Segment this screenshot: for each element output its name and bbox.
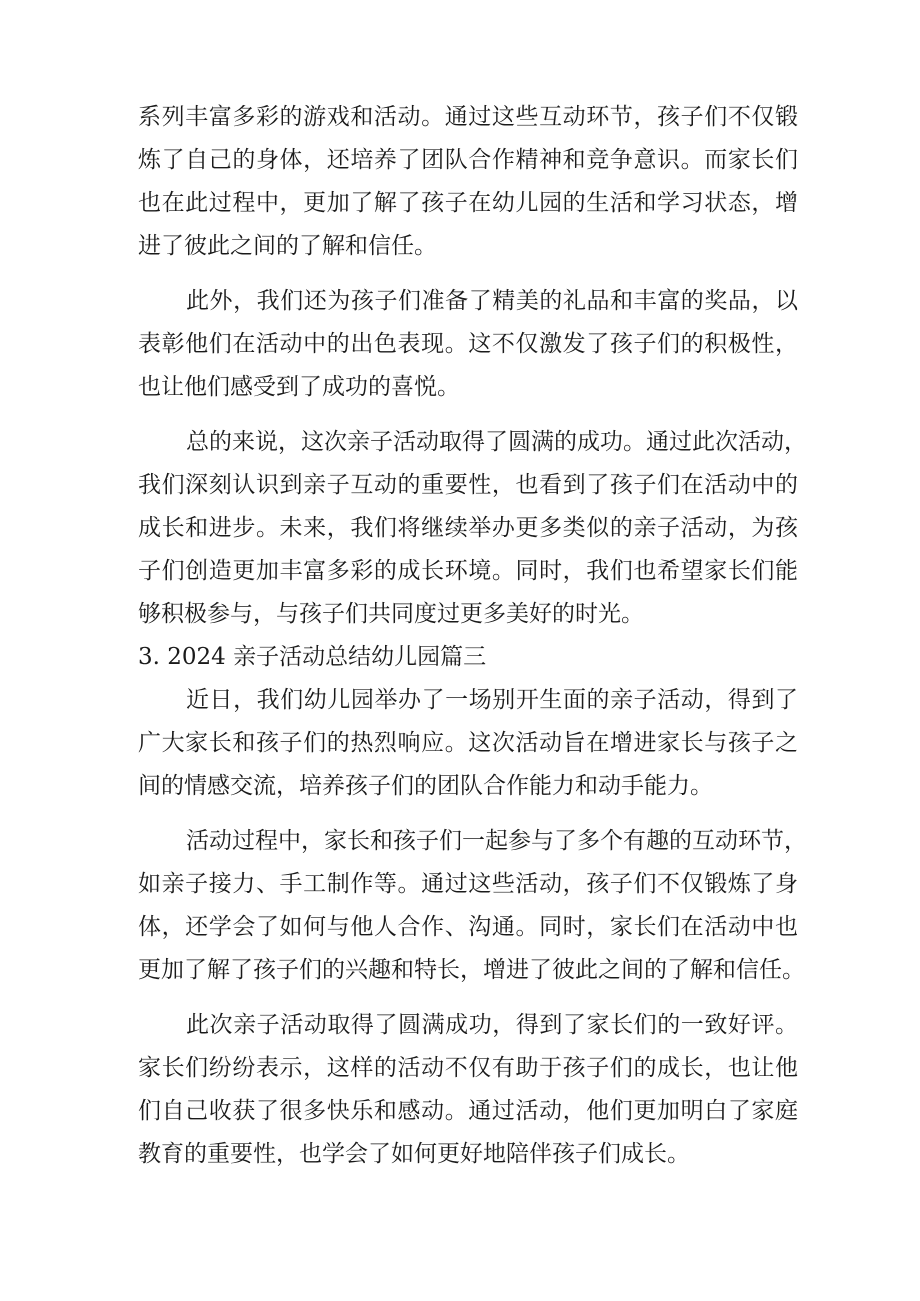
- paragraph-line: 更加了解了孩子们的兴趣和特长，增进了彼此之间的了解和信任。: [138, 957, 805, 983]
- paragraph-line: 表彰他们在活动中的出色表现。这不仅激发了孩子们的积极性，: [138, 331, 798, 357]
- paragraph-line: 体，还学会了如何与他人合作、沟通。同时，家长们在活动中也: [138, 914, 798, 940]
- paragraph-line: 够积极参与，与孩子们共同度过更多美好的时光。: [138, 601, 644, 627]
- paragraph-line: 成长和进步。未来，我们将继续举办更多类似的亲子活动，为孩: [138, 515, 798, 541]
- paragraph-line: 此次亲子活动取得了圆满成功，得到了家长们的一致好评。: [186, 1012, 798, 1038]
- paragraph-line: 近日，我们幼儿园举办了一场别开生面的亲子活动，得到了: [186, 687, 798, 713]
- paragraph-line: 炼了自己的身体，还培养了团队合作精神和竞争意识。而家长们: [138, 147, 798, 173]
- paragraph-line: 家长们纷纷表示，这样的活动不仅有助于孩子们的成长，也让他: [138, 1055, 798, 1081]
- paragraph-line: 们自己收获了很多快乐和感动。通过活动，他们更加明白了家庭: [138, 1098, 798, 1124]
- paragraph-line: 我们深刻认识到亲子互动的重要性，也看到了孩子们在活动中的: [138, 472, 798, 498]
- paragraph-line: 广大家长和孩子们的热烈响应。这次活动旨在增进家长与孩子之: [138, 730, 798, 756]
- paragraph-line: 间的情感交流，培养孩子们的团队合作能力和动手能力。: [138, 773, 713, 799]
- paragraph-line: 活动过程中，家长和孩子们一起参与了多个有趣的互动环节，: [186, 828, 807, 854]
- paragraph-line: 进了彼此之间的了解和信任。: [138, 233, 437, 259]
- paragraph-line: 子们创造更加丰富多彩的成长环境。同时，我们也希望家长们能: [138, 558, 798, 584]
- paragraph-line: 此外，我们还为孩子们准备了精美的礼品和丰富的奖品，以: [186, 288, 798, 314]
- paragraph-line: 系列丰富多彩的游戏和活动。通过这些互动环节，孩子们不仅锻: [138, 104, 798, 130]
- paragraph-line: 如亲子接力、手工制作等。通过这些活动，孩子们不仅锻炼了身: [138, 871, 798, 897]
- paragraph-line: 也在此过程中，更加了解了孩子在幼儿园的生活和学习状态，增: [138, 190, 798, 216]
- section-heading: 3. 2024 亲子活动总结幼儿园篇三: [138, 644, 487, 670]
- paragraph-line: 总的来说，这次亲子活动取得了圆满的成功。通过此次活动，: [186, 429, 807, 455]
- paragraph-line: 教育的重要性，也学会了如何更好地陪伴孩子们成长。: [138, 1141, 690, 1167]
- document-page: [138, 96, 807, 1176]
- paragraph-line: 也让他们感受到了成功的喜悦。: [138, 374, 460, 400]
